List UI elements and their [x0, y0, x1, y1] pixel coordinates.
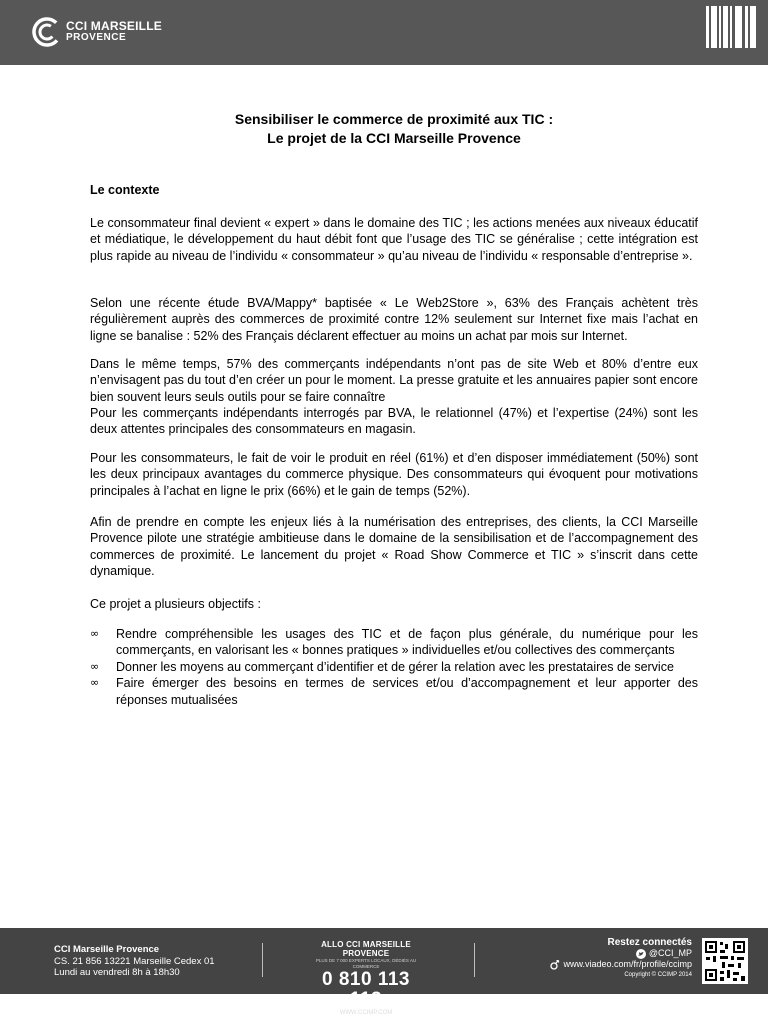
footer-divider: [262, 943, 263, 977]
paragraph-3: Dans le même temps, 57% des commerçants indépendants n’ont pas de site Web et 80% d’entre eux n’envisagent pas du tout d’en créer un pour le moment. La presse gratuite et les annuaires papier sont encore bien souvent leurs seuls outils pour se faire connaître: [90, 357, 699, 404]
list-item-text: Donner les moyens au commerçant d’identifier et de gérer la relation avec les prestataires de service: [116, 659, 674, 674]
list-item: [90, 675, 698, 708]
bullet-marker: ∞: [90, 676, 100, 690]
footer-hours: Lundi au vendredi 8h à 18h30: [54, 967, 180, 978]
footer-address-block: [54, 944, 215, 979]
footer-allo-block: [310, 940, 422, 1016]
header-band: [0, 0, 768, 65]
footer-divider: [474, 943, 475, 977]
allo-phone[interactable]: 0 810 113 113: [322, 969, 410, 1010]
list-item: [90, 626, 698, 659]
cci-logo[interactable]: [32, 14, 162, 50]
viadeo-icon: [550, 960, 560, 970]
footer-org-name: CCI Marseille Provence: [54, 944, 160, 955]
qr-code-icon[interactable]: [702, 938, 748, 984]
connect-title: Restez connectés: [607, 937, 692, 948]
allo-title: ALLO CCI MARSEILLE PROVENCE: [321, 940, 411, 958]
footer-social-block: [550, 937, 692, 981]
list-item-text: Faire émerger des besoins en termes de services et/ou d’accompagnement et leur apporter des réponses mutualisées: [116, 676, 698, 707]
allo-subtitle: PLUS DE 7 000 EXPERTS LOCAUX, DÉDIÉS AU COMMERCE: [315, 958, 417, 969]
list-item-text: Rendre compréhensible les usages des TIC et de façon plus générale, du numérique pour les commerçants, en valorisant les « bonnes pratiques » individuelles et/ou collectives des commerçants: [116, 627, 698, 658]
section-heading: Le contexte: [90, 183, 160, 197]
paragraph-7: Ce projet a plusieurs objectifs :: [90, 597, 261, 611]
document-body: [90, 110, 699, 707]
paragraph-5: Pour les consommateurs, le fait de voir le produit en réel (61%) et d’en disposer immédiatement (50%) sont les deux principaux avantages du commerce physique. Des consommateurs qui évoquent pour motivations principales à l’achat en ligne le prix (66%) et le gain de temps (52%).: [90, 451, 698, 498]
paragraph-6: Afin de prendre en compte les enjeux liés à la numérisation des entreprises, des clients, la CCI Marseille Provence pilote une stratégie ambitieuse dans le domaine de la sensibilisation et de l’accompagnement des commerces de proximité. Le lancement du projet « Road Show Commerce et TIC » s’inscrit dans cette dynamique.: [90, 515, 698, 579]
logo-text: [66, 20, 162, 44]
paragraph-2: Selon une récente étude BVA/Mappy* baptisée « Le Web2Store », 63% des Français achètent très régulièrement auprès des commerces de proximité contre 12% seulement sur Internet fixe mais l’achat en ligne se banalise : 52% des Français déclarent effectuer au moins un achat par mois sur Internet.: [90, 296, 698, 343]
bullet-marker: ∞: [90, 627, 100, 640]
copyright: Copyright © CCIMP 2014: [624, 972, 692, 978]
allo-website[interactable]: WWW.CCIMP.COM: [339, 1010, 393, 1016]
bullet-marker: ∞: [90, 659, 100, 673]
twitter-link[interactable]: [550, 948, 692, 959]
logo-line-2: PROVENCE: [66, 32, 127, 43]
footer-address: CS. 21 856 13221 Marseille Cedex 01: [54, 955, 215, 967]
footer: [0, 928, 768, 1016]
viadeo-url: www.viadeo.com/fr/profile/ccimp: [563, 959, 692, 969]
viadeo-link[interactable]: [550, 959, 692, 970]
paragraph-4: Pour les commerçants indépendants interrogés par BVA, le relationnel (47%) et l’expertise (24%) sont les deux attentes principales des consommateurs en magasin.: [90, 406, 698, 437]
list-item: [90, 659, 698, 675]
objectives-list: [90, 626, 698, 708]
twitter-handle: @CCI_MP: [648, 948, 692, 958]
document-title-line-2: Le projet de la CCI Marseille Provence: [267, 130, 521, 146]
twitter-icon: [636, 949, 646, 959]
paragraph-1: Le consommateur final devient « expert » dans le domaine des TIC ; les actions menées aux niveaux éducatif et médiatique, le développement du haut débit font que l’usage des TIC se généralise ; cette intégration est plus rapide au niveau de l’individu « consommateur » qu’au niveau de l’individu « responsable d’entreprise ».: [90, 216, 698, 263]
cci-logo-icon: [32, 17, 62, 47]
document-title-line-1: Sensibiliser le commerce de proximité aux TIC :: [234, 111, 554, 127]
barcode-decoration: [706, 6, 756, 48]
logo-line-1: CCI MARSEILLE: [66, 19, 162, 33]
